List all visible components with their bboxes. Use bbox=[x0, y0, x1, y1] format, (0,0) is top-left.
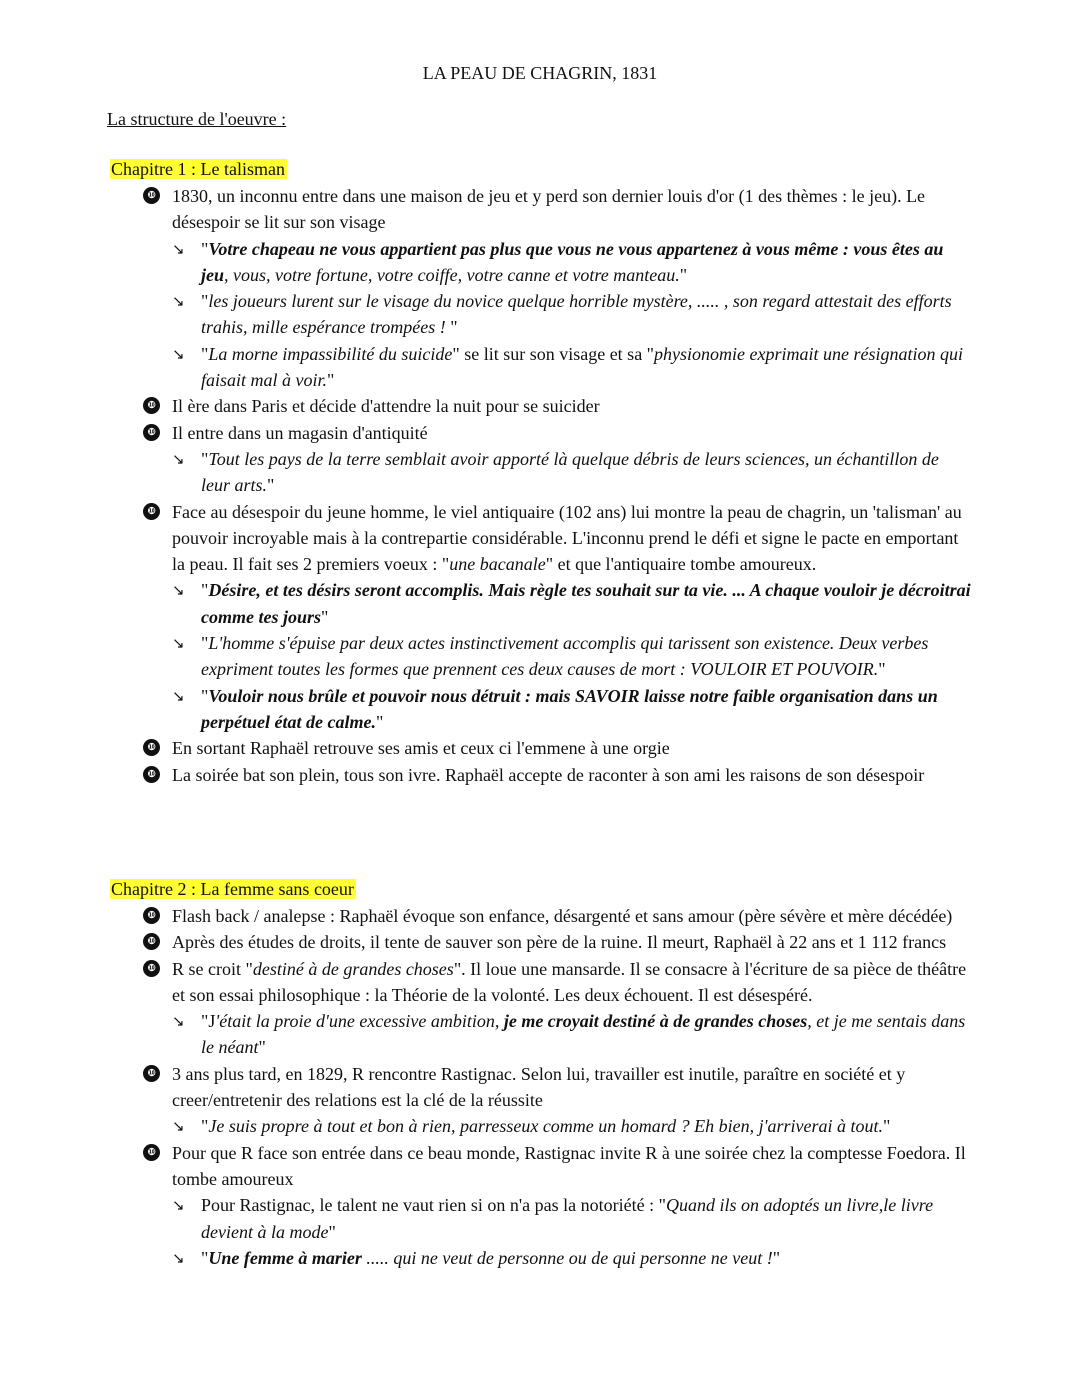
numbered-bullet-icon: ❿ bbox=[143, 424, 160, 441]
sub-list-item: ↘ "J'était la proie d'une excessive ambition, je me croyait destiné à de grandes choses, et je me sentais dans le néant" bbox=[0, 1008, 971, 1061]
arrow-down-right-icon: ↘ bbox=[172, 634, 185, 653]
numbered-bullet-icon: ❿ bbox=[143, 933, 160, 950]
sub-list-item: ↘ Pour Rastignac, le talent ne vaut rien si on n'a pas la notoriété : "Quand ils on adoptés un livre,le livre devient à la mode" bbox=[0, 1192, 971, 1245]
list-item: ❿ 1830, un inconnu entre dans une maison de jeu et y perd son dernier louis d'or (1 des thèmes : le jeu). Le désespoir se lit sur son visage bbox=[0, 183, 972, 236]
numbered-bullet-icon: ❿ bbox=[143, 1144, 160, 1161]
numbered-bullet-icon: ❿ bbox=[143, 766, 160, 783]
chapter-2-heading-text: Chapitre 2 : La femme sans coeur bbox=[111, 879, 354, 899]
chapter-1-heading bbox=[110, 157, 287, 181]
list-item: ❿ Après des études de droits, il tente de sauver son père de la ruine. Il meurt, Raphaël à 22 ans et 1 112 francs bbox=[0, 929, 972, 955]
arrow-down-right-icon: ↘ bbox=[172, 1117, 185, 1136]
arrow-down-right-icon: ↘ bbox=[172, 686, 185, 705]
numbered-bullet-icon: ❿ bbox=[143, 503, 160, 520]
list-item: ❿ Flash back / analepse : Raphaël évoque son enfance, désargenté et sans amour (père sévère et mère décédée) bbox=[0, 903, 972, 929]
numbered-bullet-icon: ❿ bbox=[143, 1065, 160, 1082]
numbered-bullet-icon: ❿ bbox=[143, 739, 160, 756]
numbered-bullet-icon: ❿ bbox=[143, 187, 160, 204]
chapter-2-list bbox=[0, 903, 1080, 1271]
sub-list-item: ↘ "Une femme à marier ..... qui ne veut de personne ou de qui personne ne veut !" bbox=[0, 1245, 971, 1271]
arrow-down-right-icon: ↘ bbox=[172, 344, 185, 363]
chapter-1-list bbox=[0, 183, 1080, 788]
list-item: ❿ Face au désespoir du jeune homme, le viel antiquaire (102 ans) lui montre la peau de chagrin, un 'talisman' au pouvoir incroyable mais à la contrepartie considérable. L'inconnu prend le défi et signe le pacte en emportant la peau. Il fait ses 2 premiers voeux : "une bacanale" et que l'antiquaire tombe amoureux. bbox=[0, 499, 972, 578]
arrow-down-right-icon: ↘ bbox=[172, 581, 185, 600]
arrow-down-right-icon: ↘ bbox=[172, 449, 185, 468]
numbered-bullet-icon: ❿ bbox=[143, 960, 160, 977]
numbered-bullet-icon: ❿ bbox=[143, 397, 160, 414]
numbered-bullet-icon: ❿ bbox=[143, 907, 160, 924]
chapter-1-heading-text: Chapitre 1 : Le talisman bbox=[111, 159, 285, 179]
chapter-2-heading bbox=[110, 877, 356, 901]
list-item: ❿ Pour que R face son entrée dans ce beau monde, Rastignac invite R à une soirée chez la comptesse Foedora. Il tombe amoureux bbox=[0, 1140, 972, 1193]
sub-list-item: ↘ "Désire, et tes désirs seront accomplis. Mais règle tes souhait sur ta vie. ... A chaque vouloir je décroitrai comme tes jours" bbox=[0, 577, 971, 630]
list-item: ❿ 3 ans plus tard, en 1829, R rencontre Rastignac. Selon lui, travailler est inutile, paraître en société et y creer/entretenir des relations est la clé de la réussite bbox=[0, 1061, 972, 1114]
list-item: ❿ R se croit "destiné à de grandes choses". Il loue une mansarde. Il se consacre à l'écriture de sa pièce de théâtre et son essai philosophique : la Théorie de la volonté. Les deux échouent. Il est désespéré. bbox=[0, 956, 972, 1009]
list-item: ❿ Il ère dans Paris et décide d'attendre la nuit pour se suicider bbox=[0, 393, 972, 419]
list-item: ❿ Il entre dans un magasin d'antiquité bbox=[0, 420, 972, 446]
sub-list-item: ↘ "Tout les pays de la terre semblait avoir apporté là quelque débris de leurs sciences, un échantillon de leur arts." bbox=[0, 446, 971, 499]
sub-list-item: ↘ "L'homme s'épuise par deux actes instinctivement accomplis qui tarissent son existence. Deux verbes expriment toutes les formes que prennent ces deux causes de mort : VOULOIR ET POUVOIR." bbox=[0, 630, 971, 683]
sub-list-item: ↘ "Votre chapeau ne vous appartient pas plus que vous ne vous appartenez à vous même : vous êtes au jeu, vous, votre fortune, votre coiffe, votre canne et votre manteau." bbox=[0, 236, 971, 289]
page-title: LA PEAU DE CHAGRIN, 1831 bbox=[422, 63, 658, 83]
arrow-down-right-icon: ↘ bbox=[172, 1196, 185, 1215]
arrow-down-right-icon: ↘ bbox=[172, 1012, 185, 1031]
list-item: ❿ En sortant Raphaël retrouve ses amis et ceux ci l'emmene à une orgie bbox=[0, 735, 972, 761]
structure-heading: La structure de l'oeuvre : bbox=[107, 109, 287, 129]
sub-list-item: ↘ "Vouloir nous brûle et pouvoir nous détruit : mais SAVOIR laisse notre faible organisation dans un perpétuel état de calme." bbox=[0, 683, 971, 736]
arrow-down-right-icon: ↘ bbox=[172, 239, 185, 258]
arrow-down-right-icon: ↘ bbox=[172, 1248, 185, 1267]
list-item: ❿ La soirée bat son plein, tous son ivre. Raphaël accepte de raconter à son ami les raisons de son désespoir bbox=[0, 762, 972, 788]
sub-list-item: ↘ "La morne impassibilité du suicide" se lit sur son visage et sa "physionomie exprimait une résignation qui faisait mal à voir." bbox=[0, 341, 971, 394]
sub-list-item: ↘ "les joueurs lurent sur le visage du novice quelque horrible mystère, ..... , son regard attestait des efforts trahis, mille espérance trompées ! " bbox=[0, 288, 971, 341]
arrow-down-right-icon: ↘ bbox=[172, 292, 185, 311]
sub-list-item: ↘ "Je suis propre à tout et bon à rien, parresseux comme un homard ? Eh bien, j'arriverai à tout." bbox=[0, 1113, 971, 1139]
